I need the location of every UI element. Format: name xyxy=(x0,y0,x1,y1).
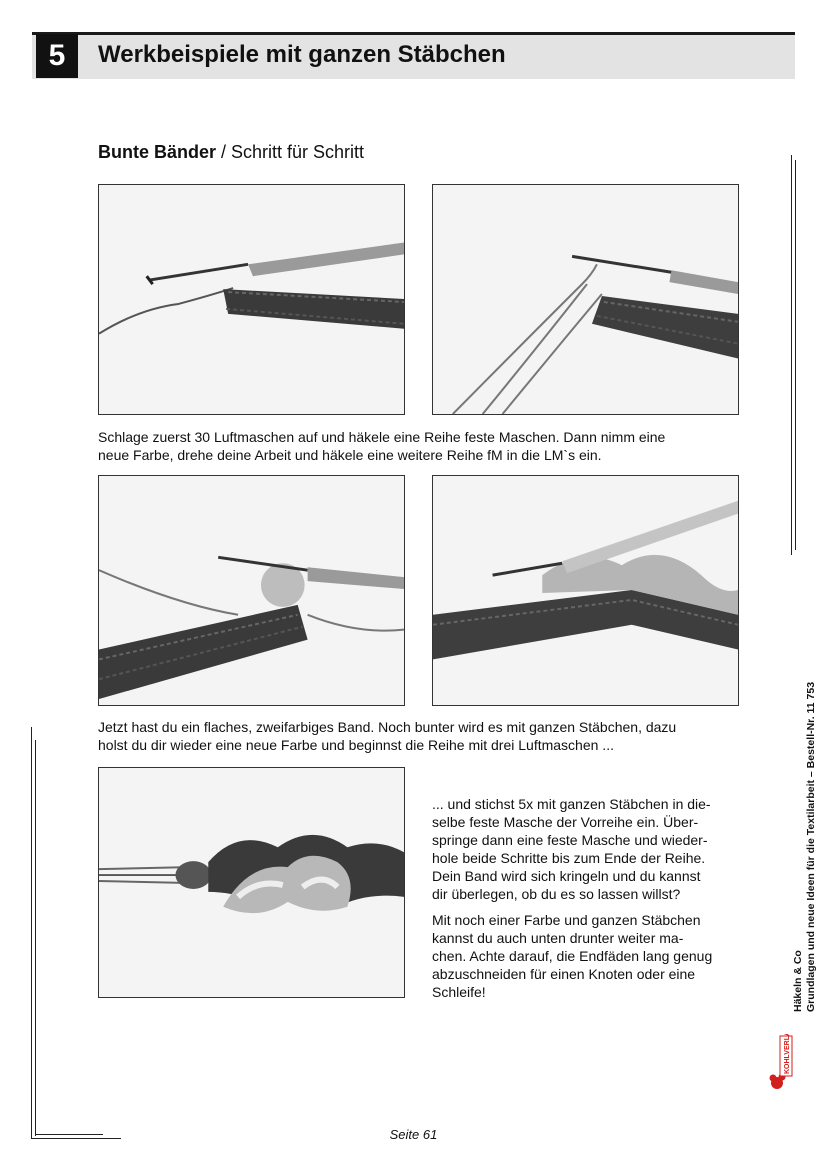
publisher-info xyxy=(792,682,818,1012)
caption-line: holst du dir wieder eine neue Farbe und beginnst die Reihe mit drei Luftmaschen ... xyxy=(98,737,614,753)
photo-step-3 xyxy=(98,475,405,706)
paragraph-line: hole beide Schritte bis zum Ende der Reihe. xyxy=(432,850,706,866)
photo-step-1 xyxy=(98,184,405,415)
section-heading xyxy=(98,142,364,163)
right-border-line-inner xyxy=(795,160,796,550)
left-border-line-inner xyxy=(35,740,36,1136)
side-paragraph-1 xyxy=(432,795,711,903)
photo-step-4 xyxy=(432,475,739,706)
paragraph-line: ... und stichst 5x mit ganzen Stäbchen in die- xyxy=(432,796,711,812)
photo-step-5 xyxy=(98,767,405,998)
page-title: Werkbeispiele mit ganzen Stäbchen xyxy=(98,41,506,68)
section-heading-bold: Bunte Bänder xyxy=(98,142,217,162)
paragraph-line: Dein Band wird sich kringeln und du kannst xyxy=(432,868,701,884)
caption-step-2 xyxy=(98,718,738,754)
svg-text:KOHLVERLAG: KOHLVERLAG xyxy=(784,1034,791,1074)
paragraph-line: Schleife! xyxy=(432,984,486,1000)
page-number: Seite 61 xyxy=(389,1127,438,1142)
publisher-logo xyxy=(768,1034,796,1094)
caption-line: Schlage zuerst 30 Luftmaschen auf und häkele eine Reihe feste Maschen. Dann nimm eine xyxy=(98,429,666,445)
caption-line: neue Farbe, drehe deine Arbeit und häkele eine weitere Reihe fM in die LM`s ein. xyxy=(98,447,602,463)
left-border-line xyxy=(31,727,32,1139)
paragraph-line: springe dann eine feste Masche und wieder- xyxy=(432,832,708,848)
paragraph-line: dir überlegen, ob du es so lassen willst? xyxy=(432,886,681,902)
right-border-line xyxy=(791,155,792,555)
paragraph-line: chen. Achte darauf, die Endfäden lang genug xyxy=(432,948,713,964)
paragraph-line: abzuschneiden für einen Knoten oder eine xyxy=(432,966,696,982)
publisher-order-number: Grundlagen und neue Ideen für die Textilarbeit – Bestell-Nr. 11 753 xyxy=(805,681,817,1012)
chapter-number-badge: 5 xyxy=(36,34,78,78)
paragraph-line: kannst du auch unten drunter weiter ma- xyxy=(432,930,684,946)
paragraph-line: Mit noch einer Farbe und ganzen Stäbchen xyxy=(432,912,701,928)
side-paragraph-2 xyxy=(432,911,712,1001)
caption-step-1 xyxy=(98,428,738,464)
publisher-series: Häkeln & Co xyxy=(792,950,804,1012)
photo-step-2 xyxy=(432,184,739,415)
caption-line: Jetzt hast du ein flaches, zweifarbiges Band. Noch bunter wird es mit ganzen Stäbchen, dazu xyxy=(98,719,677,735)
paragraph-line: selbe feste Masche der Vorreihe ein. Über- xyxy=(432,814,699,830)
section-heading-subtitle: / Schritt für Schritt xyxy=(216,142,365,162)
